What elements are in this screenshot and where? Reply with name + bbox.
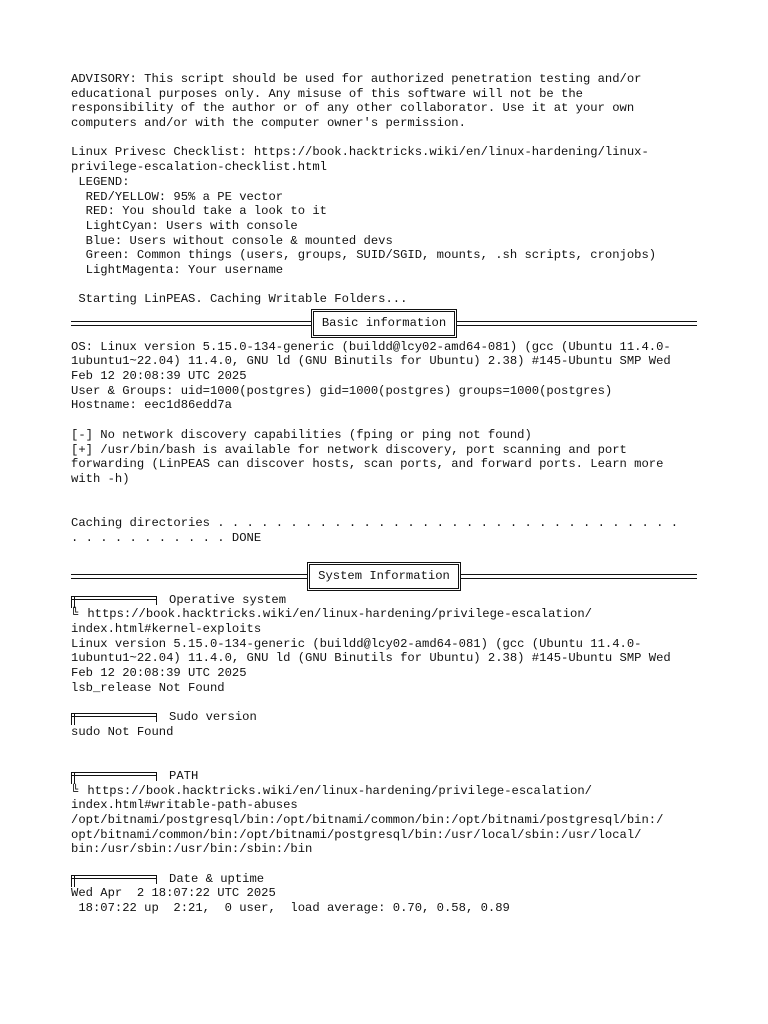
legend-item: Blue: Users without console & mounted devs xyxy=(71,233,393,248)
basic-info-block xyxy=(71,340,699,546)
advisory-line: ADVISORY: This script should be used for authorized penetration testing and/or xyxy=(71,72,642,86)
section-banner-basic-information xyxy=(71,309,697,338)
section-title: System Information xyxy=(307,562,461,591)
operative-system-block xyxy=(71,593,699,696)
subsection-bracket-icon xyxy=(71,713,157,722)
banner-rule-right xyxy=(457,321,697,326)
subsection-bracket-icon xyxy=(71,875,157,884)
checklist-block xyxy=(71,145,699,174)
legend-title: LEGEND: xyxy=(71,174,130,189)
linpeas-output-page xyxy=(71,72,699,916)
subsection-bracket-icon xyxy=(71,772,157,781)
network-line: with -h) xyxy=(71,471,130,486)
sudo-version-block xyxy=(71,710,699,739)
legend-block xyxy=(71,175,699,278)
reference-link: ╚ https://book.hacktricks.wiki/en/linux-hardening/privilege-escalation/ xyxy=(71,607,592,622)
corner-icon: ╚ xyxy=(71,783,79,798)
subsection-bracket-icon xyxy=(71,596,157,605)
reference-link: ╚ https://book.hacktricks.wiki/en/linux-hardening/privilege-escalation/ xyxy=(71,783,592,798)
output-line: Wed Apr 2 18:07:22 UTC 2025 xyxy=(71,886,276,901)
checklist-line: privilege-escalation-checklist.html xyxy=(71,160,327,175)
subsection-title: Operative system xyxy=(169,592,287,607)
users-groups-line: User & Groups: uid=1000(postgres) gid=1000(postgres) groups=1000(postgres) xyxy=(71,383,613,398)
section-title: Basic information xyxy=(311,309,457,338)
advisory-line: responsibility of the author or of any other collaborator. Use it at your own xyxy=(71,101,635,116)
output-line: /opt/bitnami/postgresql/bin:/opt/bitnami/common/bin:/opt/bitnami/postgresql/bin:/ xyxy=(71,813,664,828)
advisory-line: computers and/or with the computer owner's permission. xyxy=(71,116,466,131)
subsection-title: Sudo version xyxy=(169,710,257,725)
advisory-line: educational purposes only. Any misuse of this software will not be the xyxy=(71,86,583,101)
network-line: [+] /usr/bin/bash is available for network discovery, port scanning and port xyxy=(71,442,627,457)
checklist-line: Linux Privesc Checklist: https://book.hacktricks.wiki/en/linux-hardening/linux- xyxy=(71,145,649,160)
subsection-header xyxy=(71,593,699,608)
reference-link-cont: index.html#kernel-exploits xyxy=(71,622,262,637)
output-line: opt/bitnami/common/bin:/opt/bitnami/postgresql/bin:/usr/local/sbin:/usr/local/ xyxy=(71,827,642,842)
starting-message: Starting LinPEAS. Caching Writable Folders... xyxy=(71,292,408,307)
caching-line: . . . . . . . . . . . DONE xyxy=(71,530,262,545)
legend-item: Green: Common things (users, groups, SUID/SGID, mounts, .sh scripts, cronjobs) xyxy=(71,248,657,263)
os-line: 1ubuntu1~22.04) 11.4.0, GNU ld (GNU Binutils for Ubuntu) 2.38) #145-Ubuntu SMP Wed xyxy=(71,354,671,369)
hostname-line: Hostname: eec1d86edd7a xyxy=(71,398,232,413)
path-block xyxy=(71,769,699,857)
section-banner-system-information xyxy=(71,562,697,591)
legend-item: LightMagenta: Your username xyxy=(71,262,284,277)
output-line: lsb_release Not Found xyxy=(71,680,225,695)
subsection-title: PATH xyxy=(169,768,199,783)
subsection-header xyxy=(71,769,699,784)
subsection-header xyxy=(71,710,699,725)
date-uptime-block xyxy=(71,872,699,916)
banner-rule-right xyxy=(461,574,697,579)
output-line: sudo Not Found xyxy=(71,724,174,739)
os-line: Feb 12 20:08:39 UTC 2025 xyxy=(71,369,247,384)
output-line: bin:/usr/sbin:/usr/bin:/sbin:/bin xyxy=(71,842,313,857)
reference-link-cont: index.html#writable-path-abuses xyxy=(71,798,298,813)
network-line: [-] No network discovery capabilities (fping or ping not found) xyxy=(71,427,532,442)
os-line: OS: Linux version 5.15.0-134-generic (buildd@lcy02-amd64-081) (gcc (Ubuntu 11.4.0- xyxy=(71,339,671,354)
output-line: Linux version 5.15.0-134-generic (buildd@lcy02-amd64-081) (gcc (Ubuntu 11.4.0- xyxy=(71,636,642,651)
subsection-header xyxy=(71,872,699,887)
banner-rule-left xyxy=(71,574,307,579)
legend-item: LightCyan: Users with console xyxy=(71,218,298,233)
advisory-block xyxy=(71,72,699,131)
legend-item: RED/YELLOW: 95% a PE vector xyxy=(71,189,284,204)
network-line: forwarding (LinPEAS can discover hosts, scan ports, and forward ports. Learn more xyxy=(71,457,664,472)
output-line: 1ubuntu1~22.04) 11.4.0, GNU ld (GNU Binutils for Ubuntu) 2.38) #145-Ubuntu SMP Wed xyxy=(71,651,671,666)
output-line: 18:07:22 up 2:21, 0 user, load average: 0.70, 0.58, 0.89 xyxy=(71,901,510,916)
corner-icon: ╚ xyxy=(71,607,79,622)
legend-item: RED: You should take a look to it xyxy=(71,204,327,219)
caching-line: Caching directories . . . . . . . . . . . . . . . . . . . . . . . . . . . . . . . . xyxy=(71,515,679,530)
subsection-title: Date & uptime xyxy=(169,871,265,886)
banner-rule-left xyxy=(71,321,311,326)
output-line: Feb 12 20:08:39 UTC 2025 xyxy=(71,666,247,681)
